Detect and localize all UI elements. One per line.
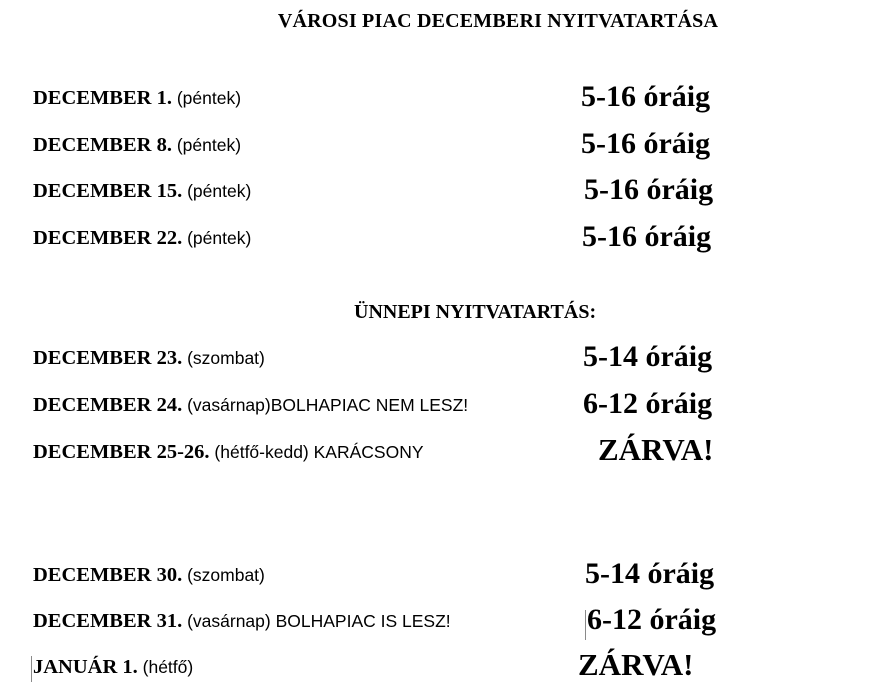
row-day-note: (vasárnap)BOLHAPIAC NEM LESZ! xyxy=(182,395,469,415)
row-day-note: (péntek) xyxy=(182,181,252,201)
row-date-block xyxy=(33,134,241,157)
row-day-note: (péntek) xyxy=(171,135,242,155)
row-date: JANUÁR 1. xyxy=(33,656,138,678)
schedule-row xyxy=(33,127,863,161)
schedule-row xyxy=(33,173,863,207)
row-day-note: (szombat) xyxy=(182,565,265,585)
text-cursor-icon xyxy=(31,656,32,682)
row-date-block xyxy=(33,180,251,203)
row-day-note: (szombat) xyxy=(182,348,265,368)
text-cursor-icon xyxy=(585,610,586,640)
row-date-block xyxy=(33,87,241,110)
schedule-row xyxy=(33,603,863,637)
row-hours-closed: ZÁRVA! xyxy=(598,432,714,467)
row-day-note: (vasárnap) BOLHAPIAC IS LESZ! xyxy=(182,611,451,631)
row-hours: 6-12 óráig xyxy=(587,603,717,636)
row-date: DECEMBER 8. xyxy=(33,134,172,156)
row-date-block xyxy=(33,564,265,587)
row-day-note: (hétfő) xyxy=(137,657,194,677)
schedule-row xyxy=(33,649,863,683)
row-date: DECEMBER 22. xyxy=(33,227,183,249)
row-hours: 5-16 óráig xyxy=(584,173,714,206)
schedule-row xyxy=(33,557,863,591)
schedule-row xyxy=(33,387,863,421)
row-hours: 5-16 óráig xyxy=(582,220,712,253)
row-hours: 5-16 óráig xyxy=(581,127,711,160)
row-date: DECEMBER 25-26. xyxy=(33,441,210,463)
schedule-row xyxy=(33,434,863,468)
row-date: DECEMBER 31. xyxy=(33,610,183,632)
row-date-block xyxy=(33,441,424,464)
schedule-row xyxy=(33,220,863,254)
row-date-block xyxy=(33,394,468,417)
row-date-block xyxy=(33,610,451,633)
row-date-block xyxy=(33,656,193,679)
row-hours-closed: ZÁRVA! xyxy=(578,647,694,682)
schedule-row xyxy=(33,340,863,374)
row-day-note: (hétfő-kedd) KARÁCSONY xyxy=(209,442,424,462)
row-hours: 5-14 óráig xyxy=(585,557,715,590)
row-day-note: (péntek) xyxy=(171,88,242,108)
holiday-section-heading: ÜNNEPI NYITVATARTÁS: xyxy=(354,301,597,323)
row-date: DECEMBER 30. xyxy=(33,564,183,586)
row-date: DECEMBER 15. xyxy=(33,180,183,202)
row-date-block xyxy=(33,347,265,370)
row-date: DECEMBER 24. xyxy=(33,394,183,416)
row-hours: 5-14 óráig xyxy=(583,340,713,373)
row-hours: 5-16 óráig xyxy=(581,80,711,113)
row-date: DECEMBER 1. xyxy=(33,87,172,109)
document-title: VÁROSI PIAC DECEMBERI NYITVATARTÁSA xyxy=(277,10,719,32)
row-day-note: (péntek) xyxy=(182,228,252,248)
row-date-block xyxy=(33,227,251,250)
row-hours: 6-12 óráig xyxy=(583,387,713,420)
schedule-row xyxy=(33,80,863,114)
row-date: DECEMBER 23. xyxy=(33,347,183,369)
